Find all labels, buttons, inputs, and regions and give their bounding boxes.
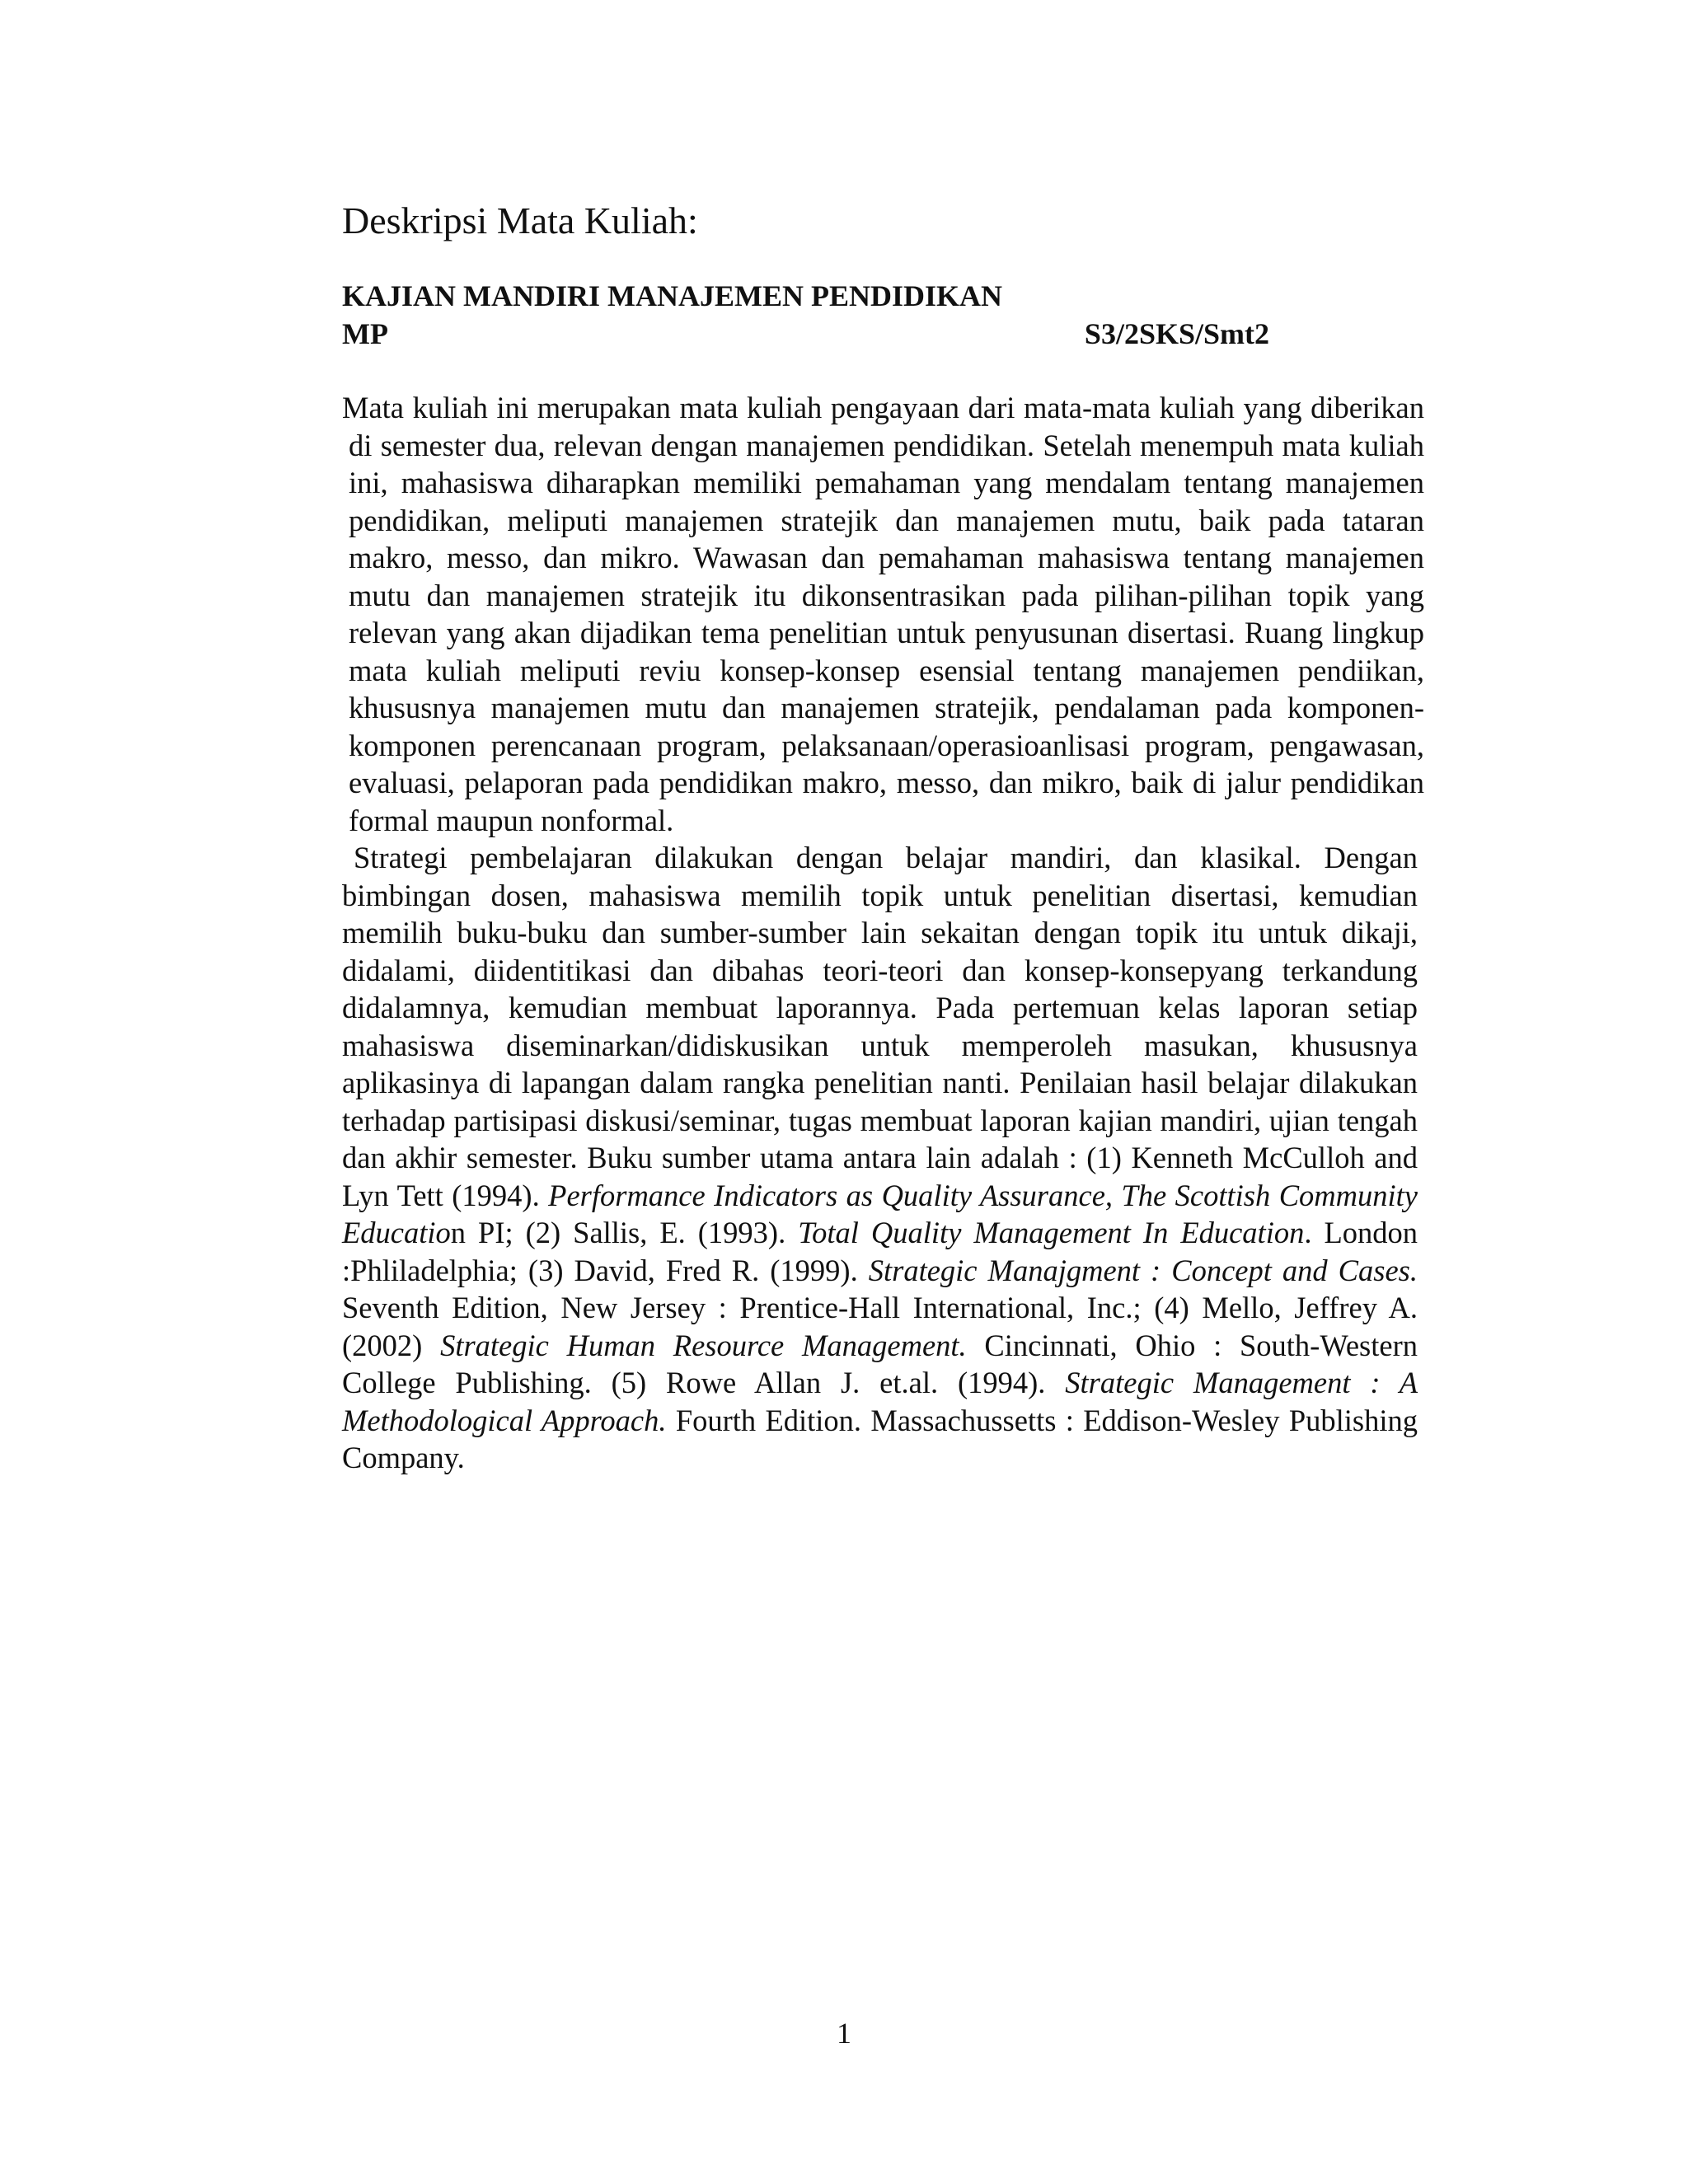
paragraph-2-intro: Strategi pembelajaran dilakukan dengan belajar mandiri, dan klasikal. Dengan bimbingan dosen, mahasiswa memilih topik untuk penelitian disertasi, kemudian memilih buku-buku dan sumber-sumber lain sekaitan dengan topik itu untuk dikaji, didalami, diidentitikasi dan dibahas teori-teori dan konsep-konsepyang terkandung didalamnya, kemudian membuat laporannya. Pada pertemuan kelas laporan setiap mahasiswa diseminarkan/didiskusikan untuk memperoleh masukan, khususnya aplikasinya di lapangan dalam rangka penelitian nanti. Penilaian hasil belajar dilakukan terhadap partisipasi diskusi/seminar, tugas membuat laporan kajian mandiri, ujian tengah dan akhir semester. Buku sumber utama antara lain adalah : (1) Kenneth McCulloh and Lyn Tett (1994). [342,841,1418,1212]
page-number: 1 [837,2017,851,2050]
reference-3-title: Strategic Manajgment : Concept and Cases. [868,1253,1418,1287]
course-code: MP [342,317,388,350]
course-header [342,277,1269,353]
reference-4-tail: Cincinnati, Ohio : South-Western College Publishing. (5) Rowe Allan J. et.al. (1994). [342,1328,1418,1399]
course-code-row [342,315,1269,353]
description-paragraph-1: Mata kuliah ini merupakan mata kuliah pengayaan dari mata-mata kuliah yang diberikan di semester dua, relevan dengan manajemen pendidikan. Setelah menempuh mata kuliah ini, mahasiswa diharapkan memiliki pemahaman yang mendalam tentang manajemen pendidikan, meliputi manajemen stratejik dan manajemen mutu, baik pada tataran makro, messo, dan mikro. Wawasan dan pemahaman mahasiswa tentang manajemen mutu dan manajemen stratejik itu dikonsentrasikan pada pilihan-pilihan topik yang relevan yang akan dijadikan tema penelitian untuk penyusunan disertasi. Ruang lingkup mata kuliah meliputi reviu konsep-konsep esensial tentang manajemen pendiikan, khususnya manajemen mutu dan manajemen stratejik, pendalaman pada komponen-komponen perencanaan program, pelaksanaan/operasioanlisasi program, pengawasan, evaluasi, pelaporan pada pendidikan makro, messo, dan mikro, baik di jalur pendidikan formal maupun nonformal. [342,391,1424,837]
reference-3-tail: Seventh Edition, New Jersey : Prentice-Hall International, Inc.; (4) Mello, Jeffrey A. (2002) [342,1291,1418,1362]
course-title: KAJIAN MANDIRI MANAJEMEN PENDIDIKAN [342,279,1002,312]
reference-2-tail: . London :Phliladelphia; (3) David, Fred R. (1999). [342,1216,1418,1287]
reference-1-title: Performance Indicators as Quality Assurance, The Scottish Community Educatio [342,1178,1418,1249]
course-description [0,389,1688,1477]
reference-5-tail: Fourth Edition. Massachussetts : Eddison-Wesley Publishing Company. [342,1403,1418,1474]
reference-4-title: Strategic Human Resource Management. [440,1328,967,1362]
reference-1-tail: n PI; (2) Sallis, E. (1993). [450,1216,786,1249]
course-credits: S3/2SKS/Smt2 [1084,317,1269,350]
reference-2-title: Total Quality Management In Education [798,1216,1305,1249]
page-heading: Deskripsi Mata Kuliah: [342,199,698,241]
reference-5-title: Strategic Management : A Methodological Approach. [342,1366,1418,1437]
description-paragraph-2 [342,839,1418,1477]
